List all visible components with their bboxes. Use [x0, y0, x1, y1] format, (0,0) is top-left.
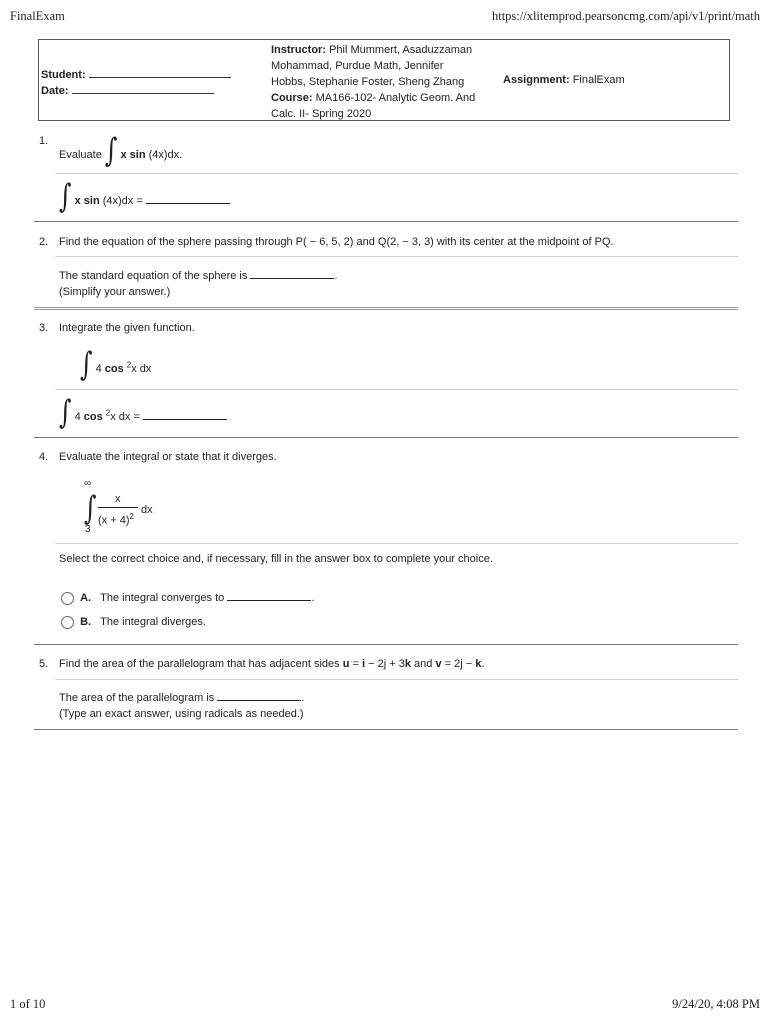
question-5-number: 5. — [39, 658, 49, 670]
divider — [55, 679, 738, 680]
student-label: Student: — [41, 69, 86, 81]
question-2-prompt: Find the equation of the sphere passing through P( − 6, 5, 2) and Q(2, − 3, 3) with its center at the midpoint of PQ. — [59, 236, 614, 248]
divider — [55, 389, 738, 390]
answer-box-4[interactable] — [227, 589, 311, 601]
date-label: Date: — [41, 85, 69, 97]
page-number: 1 of 10 — [10, 997, 46, 1011]
student-date-block — [41, 67, 231, 99]
integral-sign: ∫ — [80, 345, 93, 383]
question-5-note: (Type an exact answer, using radicals as needed.) — [59, 708, 304, 720]
course-value: MA166-102- Analytic Geom. And — [315, 92, 476, 104]
radio-button[interactable] — [61, 616, 74, 629]
question-1-answer: ∫ x sin (4x)dx = — [59, 184, 230, 208]
question-3-number: 3. — [39, 322, 49, 334]
page-header-url: https://xlitemprod.pearsoncmg.com/api/v1/print/math — [491, 9, 760, 23]
choice-a[interactable]: A. The integral converges to . — [61, 589, 314, 605]
question-5-answer: The area of the parallelogram is . — [59, 689, 304, 704]
integral-sign: ∫ — [59, 393, 72, 431]
question-separator — [34, 729, 738, 730]
question-separator — [34, 437, 738, 438]
question-4-prompt: Evaluate the integral or state that it diverges. — [59, 451, 277, 463]
assignment-value: FinalExam — [572, 74, 625, 86]
upper-limit: ∞ — [84, 478, 92, 489]
answer-box-2[interactable] — [250, 267, 334, 279]
question-2-answer: The standard equation of the sphere is . — [59, 267, 337, 282]
integral-sign: ∫ — [84, 489, 97, 527]
print-datetime: 9/24/20, 4:08 PM — [672, 997, 760, 1011]
date-blank — [72, 83, 214, 94]
integral-sign: ∫ — [104, 131, 118, 169]
answer-box-5[interactable] — [217, 689, 301, 701]
instructor-value: Phil Mummert, Asaduzzaman — [329, 44, 473, 56]
student-blank — [89, 67, 231, 78]
divider — [55, 256, 738, 257]
question-1-prompt: Evaluate ∫ x sin (4x)dx. — [59, 131, 183, 169]
integral-sign: ∫ — [59, 177, 72, 215]
divider — [55, 543, 738, 544]
divider — [55, 173, 738, 174]
question-separator — [34, 644, 738, 645]
radio-button[interactable] — [61, 592, 74, 605]
dx-label: dx — [141, 504, 153, 516]
denominator: $(x + 4)^2$ — [98, 512, 134, 527]
question-5-prompt: Find the area of the parallelogram that has adjacent sides u = i − 2j + 3k and v = 2j − k. — [59, 658, 485, 670]
question-separator — [34, 307, 738, 310]
question-1-number: 1. — [39, 135, 49, 147]
question-4-number: 4. — [39, 451, 49, 463]
improper-integral — [82, 476, 182, 538]
lower-limit: 3 — [85, 524, 91, 535]
answer-box-3[interactable] — [143, 408, 227, 420]
answer-box-1[interactable] — [146, 192, 230, 204]
question-3-prompt: Integrate the given function. — [59, 322, 195, 334]
question-3-integral: ∫ 4 cos $^2$x dx — [80, 345, 152, 383]
question-2-number: 2. — [39, 236, 49, 248]
course-label: Course: — [271, 92, 313, 104]
question-3-answer: ∫ 4 cos $^2$x dx = — [59, 400, 227, 424]
fraction-bar — [98, 507, 138, 508]
page-header-title: FinalExam — [10, 9, 65, 23]
question-separator — [34, 221, 738, 222]
question-4-instruction: Select the correct choice and, if necessary, fill in the answer box to complete your choice. — [59, 553, 493, 565]
instructor-label: Instructor: — [271, 44, 326, 56]
assignment-label: Assignment: — [503, 74, 570, 86]
exam-info-box — [38, 39, 730, 121]
question-2-note: (Simplify your answer.) — [59, 286, 171, 298]
course-value-line2: Calc. II- Spring 2020 — [271, 108, 372, 120]
instructor-value-line3: Hobbs, Stephanie Foster, Sheng Zhang — [271, 76, 465, 88]
instructor-value-line2: Mohammad, Purdue Math, Jennifer — [271, 60, 444, 72]
numerator: x — [115, 493, 121, 505]
choice-b[interactable]: B. The integral diverges. — [61, 616, 206, 629]
assignment-block — [503, 74, 625, 86]
instructor-course-block — [271, 42, 501, 122]
